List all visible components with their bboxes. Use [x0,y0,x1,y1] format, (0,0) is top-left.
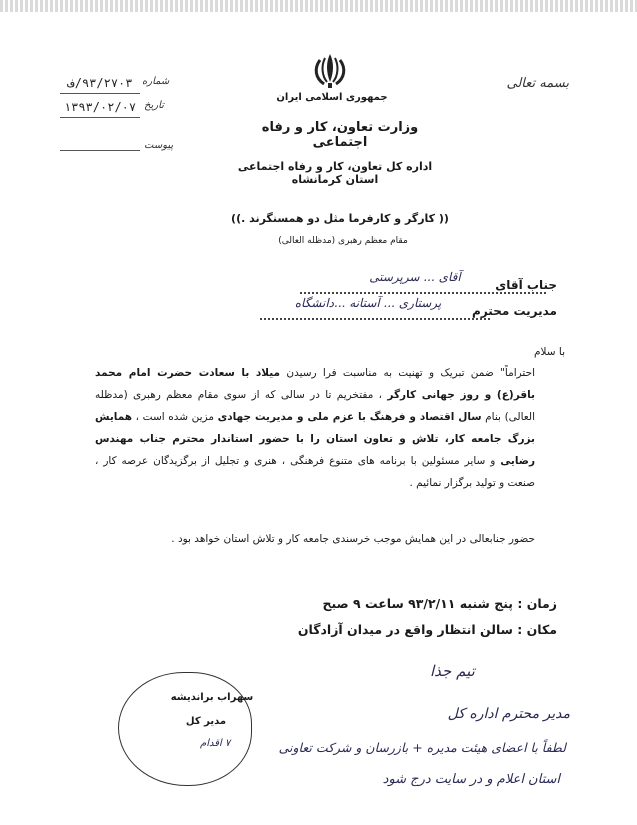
event-place: مکان : سالن انتظار واقع در میدان آزادگان [297,622,557,637]
attachment-label: پیوست [144,140,174,151]
management-dotted-line [260,318,490,320]
number-line [60,93,140,94]
to-dotted-line [300,292,546,294]
body-paragraph [95,362,535,494]
body-bold-2: سال اقتصاد و فرهنگ با عزم ملی و مدیریت جهادی [217,411,482,423]
bismillah-heading: بسمه تعالی [506,76,569,91]
handwritten-note-3: استان اعلام و در سایت درج شود [382,772,560,787]
scan-top-border [0,0,637,12]
date-line [60,117,140,118]
date-value: ۱۳۹۳/۰۲/۰۷ [63,100,137,114]
body-text-2: ، مفتخریم تا در سالی که از سوی مقام معظم رهبری (مدظله العالی) بنام [95,389,535,423]
body-text-4: و سایر مسئولین با برنامه های متنوع فرهنگی ، هنری و تجلیل از برگزیدگان عرصه کار ، صنعت و تولید برگزار نمائیم . [95,455,535,489]
attachment-line [60,150,140,151]
number-label: شماره [142,76,170,87]
number-value: ۹۳/۲۷۰۳/ف [67,76,133,90]
handwritten-note-1: مدیر محترم اداره کل [447,706,570,722]
signer-title: مدیر کل [185,716,227,727]
event-time: زمان : پنج شنبه ۹۳/۲/۱۱ ساعت ۹ صبح [322,596,557,611]
ministry-title: وزارت تعاون، کار و رفاه اجتماعی [261,120,419,150]
date-label: تاریخ [144,100,164,111]
leader-quote-source: مقام معظم رهبری (مدظله العالی) [278,236,408,246]
body-bold-1: میلاد با سعادت حضرت امام محمد باقر(ع) و روز جهانی کارگر [95,367,535,401]
to-handwritten: آقای ... سرپرستی [369,270,461,284]
body-text-3: مزین شده است ، [132,411,218,423]
greeting: با سلام [533,346,565,358]
handwritten-note-top: تیم جذا [430,662,475,680]
management-handwritten: پرستاری ... آستانه ...دانشگاه [294,296,442,310]
management-label: مدیریت محترم [472,304,557,318]
office-title: اداره کل تعاون، کار و رفاه اجتماعی استان کرمانشاه [237,160,433,186]
handwritten-note-2: لطفاً با اعضای هیئت مدیره + بازرسان و شرکت تعاونی [278,740,566,755]
government-title: جمهوری اسلامی ایران [276,92,388,103]
iran-emblem-icon [306,50,354,92]
signer-name: سهراب براندیشه [170,692,254,703]
body-paragraph-2: حضور جنابعالی در این همایش موجب خرسندی جامعه کار و تلاش استان خواهد بود . [171,533,535,545]
official-seal [118,672,252,786]
body-text-1: احتراماً" ضمن تبریک و تهنیت به مناسبت فرا رسیدن [280,367,536,379]
leader-quote: (( کارگر و کارفرما مثل دو همسنگرند .)) [231,212,449,225]
to-label: جناب آقای [495,278,557,292]
body-bold-3: همایش بزرگ جامعه کار، تلاش و تعاون استان را با حضور استاندار محترم جناب مهندس رضایی [95,411,535,467]
stamp-note: ۷ اقدام [200,738,231,749]
